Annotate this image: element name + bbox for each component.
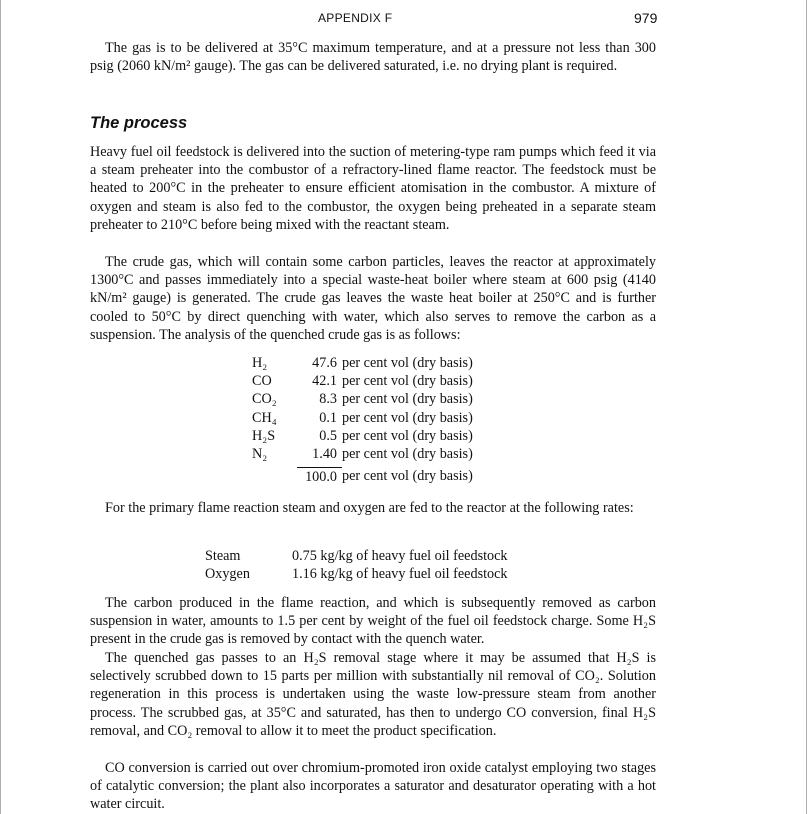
running-header xyxy=(0,10,807,28)
composition-unit: per cent vol (dry basis) xyxy=(342,373,473,390)
composition-value: 0.5 xyxy=(319,427,337,444)
composition-total-value: 100.0 xyxy=(297,467,342,485)
composition-row xyxy=(252,445,512,463)
gas-composition-table xyxy=(252,354,512,485)
composition-total-row xyxy=(252,467,512,485)
composition-unit: per cent vol (dry basis) xyxy=(342,445,473,462)
composition-value: 47.6 xyxy=(312,355,337,371)
intro-paragraph: The gas is to be delivered at 35°C maximum temperature, and at a pressure not less than 300 psig (2060 kN/m² gauge). The gas can be delivered saturated, i.e. no drying plant is required. xyxy=(90,40,656,75)
page-number: 979 xyxy=(634,10,658,26)
species-label: CO xyxy=(252,373,272,390)
composition-row xyxy=(252,427,512,445)
species-label: H₂S xyxy=(252,427,276,444)
composition-unit: per cent vol (dry basis) xyxy=(342,468,473,485)
carbon-paragraph: The carbon produced in the flame reaction, and which is subsequently removed as carbon suspension in water, amounts to 1.5 per cent by weight of the fuel oil feedstock charge. Some H₂S present in the crude gas is removed by contact with the quench water. xyxy=(90,595,656,648)
feed-rate-label: Oxygen xyxy=(205,566,250,583)
process-paragraph-1: Heavy fuel oil feedstock is delivered into the suction of metering-type ram pumps which feed it via a steam preheater into the combustor of a refractory-lined flame reactor. The feedstock must be heated to 200°C in the preheater to ensure efficient atomisation in the combustor. A mixture of oxygen and steam is also fed to the combustor, the oxygen being preheated in a separate steam preheater to 210°C before being mixed with the reactant steam. xyxy=(90,144,656,233)
feed-rate-row xyxy=(205,547,508,565)
composition-row xyxy=(252,372,512,390)
composition-value: 42.1 xyxy=(312,373,337,390)
composition-unit: per cent vol (dry basis) xyxy=(342,391,473,408)
co-conversion-paragraph: CO conversion is carried out over chromium-promoted iron oxide catalyst employing two stages of catalytic conversion; the plant also incorporates a saturator and desaturator operating with a hot water circuit. xyxy=(90,760,656,813)
composition-row xyxy=(252,409,512,427)
composition-unit: per cent vol (dry basis) xyxy=(342,409,473,426)
feed-rate-value: 1.16 kg/kg of heavy fuel oil feedstock xyxy=(292,566,508,583)
process-paragraph-2: The crude gas, which will contain some carbon particles, leaves the reactor at approximately 1300°C and passes immediately into a special waste-heat boiler where steam at 600 psig (4140 kN/m² gauge) is generated. The crude gas leaves the waste heat boiler at 250°C and is further cooled to 50°C by direct quenching with water, which also serves to remove the carbon as a suspension. The analysis of the quenched crude gas is as follows: xyxy=(90,254,656,343)
species-label: CO₂ xyxy=(252,391,277,408)
species-label: N₂ xyxy=(252,445,268,462)
h2s-removal-paragraph: The quenched gas passes to an H₂S removal stage where it may be assumed that H₂S is selectively scrubbed down to 15 parts per million with substantially nil removal of CO₂. Solution regeneration in this process is undertaken using the waste low-pressure steam from another process. The scrubbed gas, at 35°C and saturated, has then to undergo CO conversion, final H₂S removal, and CO₂ removal to allow it to meet the product specification. xyxy=(90,650,656,739)
page-left-edge xyxy=(0,0,1,814)
composition-value: 0.1 xyxy=(319,409,337,426)
composition-unit: per cent vol (dry basis) xyxy=(342,427,473,444)
species-label: CH₄ xyxy=(252,409,277,426)
feed-rates-table xyxy=(205,547,508,583)
composition-unit: per cent vol (dry basis) xyxy=(342,355,473,371)
running-title: APPENDIX F xyxy=(318,11,393,25)
section-heading: The process xyxy=(90,114,188,132)
feed-rate-row xyxy=(205,565,508,583)
feed-rate-value: 0.75 kg/kg of heavy fuel oil feedstock xyxy=(292,548,508,564)
composition-value: 8.3 xyxy=(319,391,337,408)
composition-value: 1.40 xyxy=(312,445,337,462)
species-label: H₂ xyxy=(252,355,268,371)
composition-row xyxy=(252,354,512,372)
composition-row xyxy=(252,390,512,408)
feed-intro-paragraph: For the primary flame reaction steam and oxygen are fed to the reactor at the following rates: xyxy=(105,500,634,516)
feed-rate-label: Steam xyxy=(205,548,241,564)
